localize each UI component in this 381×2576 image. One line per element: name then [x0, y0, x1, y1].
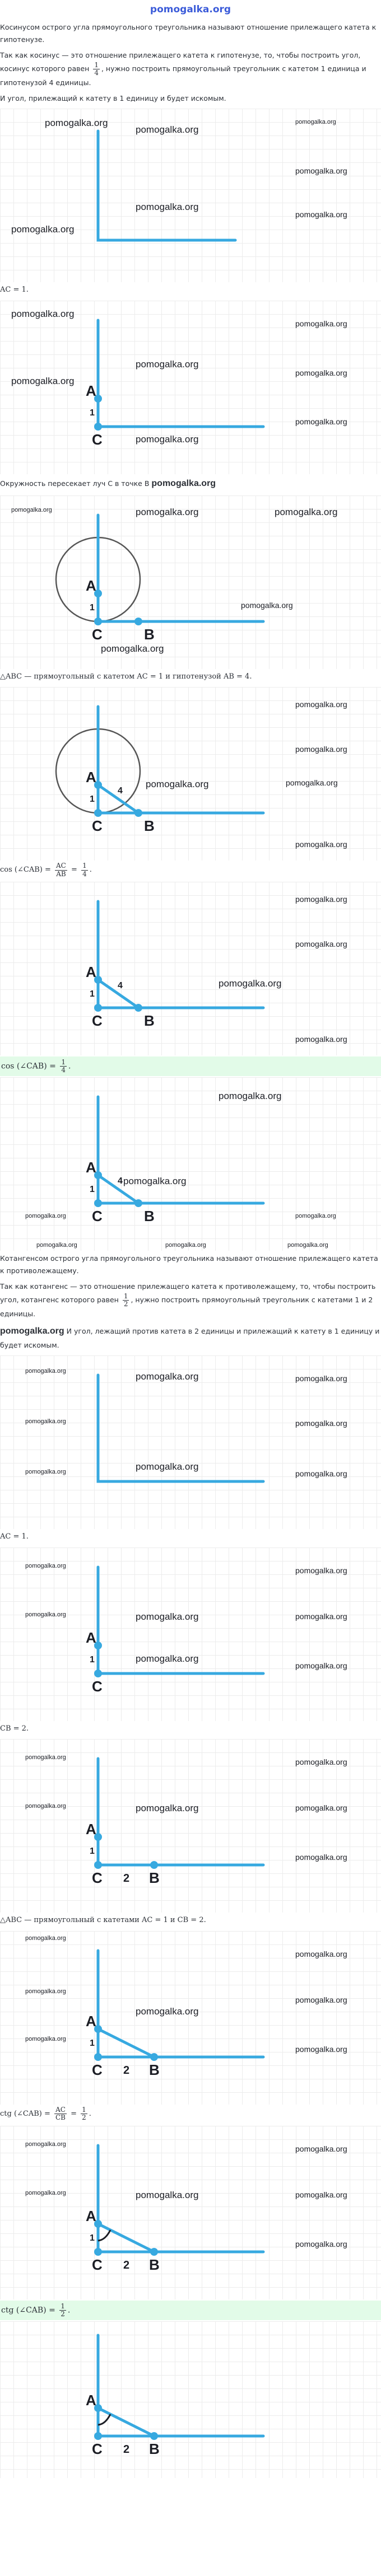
watermark: pomogalka.org: [295, 2045, 347, 2054]
text-part: Так как котангенс — это отношение прилежащего катета к противолежащему, то, чтобы построить угол, котангенс которого равен: [0, 1282, 376, 1304]
watermark: pomogalka.org: [295, 1803, 347, 1813]
label-c: C: [92, 2440, 103, 2457]
figure-9: [0, 1739, 381, 1913]
label-1: 1: [90, 1846, 95, 1857]
watermark: pomogalka.org: [25, 2189, 66, 2196]
watermark: pomogalka.org: [295, 1853, 347, 1862]
figure-11: [0, 2126, 381, 2299]
watermark: pomogalka.org: [136, 358, 199, 370]
watermark: pomogalka.org: [219, 978, 282, 989]
figure-10: [0, 1931, 381, 2105]
watermark: pomogalka.org: [295, 1661, 347, 1670]
figure-4: [0, 687, 381, 861]
watermark: pomogalka.org: [136, 506, 199, 517]
watermark: pomogalka.org: [295, 1757, 347, 1767]
point-c: [94, 2053, 102, 2061]
label-1: 1: [90, 2233, 95, 2243]
rays: [98, 515, 263, 621]
text-part: cos (∠CAB) =: [1, 1062, 56, 1071]
label-c: C: [92, 2061, 103, 2079]
watermark: pomogalka.org: [295, 417, 347, 426]
watermark: pomogalka.org: [136, 1653, 199, 1664]
label-2: 2: [123, 1872, 130, 1885]
watermark-inline: pomogalka.org: [0, 1326, 64, 1336]
frac-num: 1: [82, 2106, 86, 2114]
watermark: pomogalka.org: [101, 643, 164, 654]
watermark: pomogalka.org: [146, 779, 209, 790]
label-a: A: [86, 1821, 96, 1838]
text-part: , нужно построить прямоугольный треугольник с катетом 1 единица и гипотенузой 4 единицы.: [0, 64, 366, 87]
watermark: pomogalka.org: [295, 894, 347, 904]
label-a: A: [86, 769, 96, 786]
watermark: pomogalka.org: [11, 375, 75, 386]
text-part: ctg (∠CAB) =: [0, 2110, 50, 2119]
watermark: pomogalka.org: [25, 1611, 66, 1618]
label-b: B: [149, 1869, 160, 1887]
watermark: pomogalka.org: [295, 939, 347, 948]
watermark: pomogalka.org: [25, 1803, 66, 1810]
point-c: [94, 809, 102, 817]
label-1: 1: [90, 794, 95, 805]
formula-ctg: [0, 2106, 381, 2124]
watermark: pomogalka.org: [287, 1242, 328, 1249]
label-4: 4: [118, 1176, 123, 1186]
text-part: .: [68, 1062, 71, 1071]
angle-arc: [98, 2230, 110, 2241]
watermark: pomogalka.org: [295, 1213, 336, 1220]
answer-cos: [0, 1056, 381, 1076]
label-a: A: [86, 963, 96, 980]
watermark: pomogalka.org: [295, 1034, 347, 1044]
point-c: [94, 1004, 102, 1012]
point-b: [134, 618, 142, 625]
watermark: pomogalka.org: [136, 124, 199, 135]
point-c: [94, 1861, 102, 1869]
point-b: [134, 809, 142, 817]
rays: [98, 320, 263, 427]
label-a: A: [86, 1629, 96, 1646]
label-2: 2: [123, 2064, 130, 2077]
figure-5: [0, 882, 381, 1055]
frac-num: AC: [55, 2106, 66, 2114]
label-c: C: [92, 1012, 103, 1029]
watermark: pomogalka.org: [295, 700, 347, 709]
watermark: pomogalka.org: [295, 745, 347, 754]
text-part: Окружность пересекает луч C в точке B: [0, 479, 150, 488]
watermark: pomogalka.org: [295, 1611, 347, 1621]
text-part: .: [67, 2306, 71, 2315]
label-b: B: [144, 1208, 155, 1225]
watermark: pomogalka.org: [25, 1468, 66, 1475]
figure-6: [0, 1077, 381, 1251]
text-part: =: [71, 2110, 77, 2119]
watermark: pomogalka.org: [295, 118, 336, 125]
figure-2: [0, 301, 381, 474]
label-b: B: [149, 2061, 160, 2079]
point-b: [150, 2053, 158, 2061]
label-c: C: [92, 817, 103, 835]
frac-den: CB: [55, 2114, 66, 2122]
text-part: И угол, лежащий против катета в 2 единицы и прилежащий к катету в 1 единицу и будет искомым.: [0, 1327, 380, 1350]
label-b: B: [144, 625, 155, 643]
segment-ab: [98, 2224, 154, 2252]
label-2: 2: [123, 2443, 130, 2456]
figure-3-svg: [0, 495, 381, 669]
watermark: pomogalka.org: [286, 778, 338, 788]
figure-3: [0, 495, 381, 669]
label-4: 4: [118, 786, 123, 796]
definition-ctg: Котангенсом острого угла прямоугольного треугольника называют отношение прилежащего катета к противолежащему.: [0, 1254, 378, 1275]
watermark: pomogalka.org: [11, 223, 75, 235]
watermark: pomogalka.org: [165, 1242, 206, 1249]
text-part: cos (∠CAB) =: [0, 866, 51, 875]
point-c: [94, 1199, 102, 1207]
watermark: pomogalka.org: [136, 2189, 199, 2200]
watermark: pomogalka.org: [295, 209, 347, 219]
label-a: A: [86, 2391, 96, 2409]
watermark: pomogalka.org: [25, 1367, 66, 1375]
watermark: pomogalka.org: [295, 2190, 347, 2199]
ray-lines: [98, 131, 235, 240]
watermark: pomogalka.org: [136, 1611, 199, 1622]
figure-1: [0, 109, 381, 282]
text-part: , нужно построить прямоугольный треугольник с катетами 1 и 2 единицы.: [0, 1296, 373, 1319]
watermark: pomogalka.org: [136, 1803, 199, 1814]
label-a: A: [86, 382, 96, 399]
answer-ctg: [0, 2301, 381, 2320]
figure-8: [0, 1548, 381, 1721]
watermark: pomogalka.org: [45, 117, 108, 128]
fraction: [93, 62, 100, 77]
watermark: pomogalka.org: [295, 1469, 347, 1478]
label-c: C: [92, 431, 103, 448]
label-c: C: [92, 1208, 103, 1225]
fraction: [60, 1059, 67, 1074]
fraction: [55, 862, 67, 877]
watermark: pomogalka.org: [219, 1091, 282, 1102]
fraction: [81, 2106, 87, 2121]
label-1: 1: [90, 1185, 95, 1195]
watermark: pomogalka.org: [295, 1995, 347, 2005]
point-c: [94, 423, 102, 431]
watermark: pomogalka.org: [11, 308, 75, 319]
figure-4-svg: [0, 687, 381, 861]
label-1: 1: [90, 602, 95, 613]
label-4: 4: [118, 980, 123, 990]
watermark: pomogalka.org: [136, 433, 199, 445]
watermark: pomogalka.org: [295, 2239, 347, 2248]
watermark: pomogalka.org: [295, 2144, 347, 2153]
text-part: .: [89, 866, 92, 875]
formula-cos: [0, 862, 381, 880]
fraction: [123, 1293, 129, 1308]
figure-12-svg: [0, 2321, 381, 2478]
label-1: 1: [90, 2039, 95, 2049]
label-a: A: [86, 1159, 96, 1176]
point-b: [150, 2248, 158, 2256]
watermark: pomogalka.org: [25, 1213, 66, 1220]
frac-den: 4: [61, 1066, 66, 1074]
figure-6-svg: [0, 1077, 381, 1251]
watermark: pomogalka.org: [25, 2036, 66, 2043]
label-b: B: [144, 817, 155, 835]
segment-ab: [98, 2408, 154, 2436]
label-1: 1: [90, 989, 95, 999]
label-c: C: [92, 1869, 103, 1887]
point-c: [94, 618, 102, 625]
watermark-inline: pomogalka.org: [151, 478, 216, 488]
watermark: pomogalka.org: [136, 201, 199, 212]
watermark: pomogalka.org: [295, 368, 347, 377]
watermark: pomogalka.org: [25, 1562, 66, 1569]
text-ac-2: AC = 1.: [0, 1532, 29, 1541]
frac-den: AB: [56, 869, 66, 878]
watermark: pomogalka.org: [295, 840, 347, 849]
frac-den: 2: [123, 1300, 128, 1308]
frac-num: 1: [94, 60, 99, 69]
watermark: pomogalka.org: [295, 1565, 347, 1575]
label-c: C: [92, 625, 103, 643]
watermark: pomogalka.org: [25, 2140, 66, 2148]
point-b: [150, 2432, 158, 2440]
fraction: [81, 862, 88, 877]
point-c: [94, 1670, 102, 1677]
label-a: A: [86, 577, 96, 594]
text-part: Так как косинус — это отношение прилежащего катета к гипотенузе, то, чтобы построить угол, косинус которого равен: [0, 50, 361, 73]
watermark: pomogalka.org: [295, 166, 347, 175]
text-part: .: [89, 2110, 91, 2119]
text-cos-construct: [0, 49, 381, 92]
watermark: pomogalka.org: [36, 1242, 77, 1249]
watermark: pomogalka.org: [241, 600, 293, 610]
watermark: pomogalka.org: [136, 1461, 199, 1472]
text-circle: [0, 475, 381, 494]
text-triangle-2: △ABC — прямоугольный с катетами AC = 1 и CB = 2.: [0, 1916, 206, 1925]
text-ac: AC = 1.: [0, 285, 29, 294]
fraction: [54, 2106, 67, 2121]
frac-den: 4: [82, 869, 87, 878]
fraction: [59, 2303, 66, 2318]
label-1: 1: [90, 1654, 95, 1665]
watermark: pomogalka.org: [25, 1935, 66, 1942]
figure-5-svg: [0, 882, 381, 1055]
text-part: =: [71, 866, 77, 875]
watermark: pomogalka.org: [136, 2006, 199, 2017]
watermark: pomogalka.org: [25, 1754, 66, 1761]
rays: [98, 901, 263, 1008]
text-cb: CB = 2.: [0, 1724, 29, 1733]
watermark: pomogalka.org: [25, 1418, 66, 1425]
text-angle-2: [0, 1323, 381, 1354]
segment-ab: [98, 2029, 154, 2057]
label-2: 2: [123, 2259, 130, 2271]
label-c: C: [92, 2256, 103, 2273]
label-b: B: [149, 2256, 160, 2273]
text-ctg-construct: [0, 1280, 381, 1323]
watermark: pomogalka.org: [295, 1373, 347, 1383]
watermark: pomogalka.org: [123, 1176, 187, 1187]
label-a: A: [86, 2013, 96, 2030]
label-b: B: [144, 1012, 155, 1029]
frac-den: 4: [94, 69, 99, 77]
figure-12: [0, 2321, 381, 2478]
point-b: [150, 1861, 158, 1869]
figure-7: [0, 1355, 381, 1529]
watermark: pomogalka.org: [136, 1371, 199, 1382]
frac-num: AC: [56, 862, 66, 870]
point-b: [134, 1199, 142, 1207]
text-angle: И угол, прилежащий к катету в 1 единицу и будет искомым.: [0, 94, 226, 103]
point-b: [134, 1004, 142, 1012]
label-b: B: [149, 2440, 160, 2457]
watermark: pomogalka.org: [295, 1949, 347, 1959]
point-c: [94, 2432, 102, 2440]
frac-den: 2: [61, 2309, 65, 2318]
rays: [98, 707, 263, 813]
frac-den: 2: [82, 2114, 86, 2122]
frac-num: 1: [123, 1292, 128, 1300]
text-triangle-1: △ABC — прямоугольный с катетом AC = 1 и гипотенузой AB = 4.: [0, 672, 252, 681]
watermark: pomogalka.org: [295, 1418, 347, 1428]
watermark: pomogalka.org: [275, 506, 338, 517]
point-c: [94, 2248, 102, 2256]
frac-num: 1: [61, 2302, 65, 2310]
frac-num: 1: [82, 862, 87, 870]
watermark: pomogalka.org: [25, 1988, 66, 1995]
text-part: ctg (∠CAB) =: [1, 2306, 55, 2315]
site-logo[interactable]: pomogalka.org: [150, 4, 231, 15]
watermark: pomogalka.org: [11, 506, 52, 513]
frac-num: 1: [61, 1058, 66, 1066]
angle-arc: [98, 2414, 110, 2425]
label-a: A: [86, 2207, 96, 2224]
definition-cos: Косинусом острого угла прямоугольного треугольника называют отношение прилежащего катета к гипотенузе.: [0, 23, 377, 44]
watermark: pomogalka.org: [295, 319, 347, 328]
label-c: C: [92, 1677, 103, 1695]
label-1: 1: [90, 408, 95, 418]
